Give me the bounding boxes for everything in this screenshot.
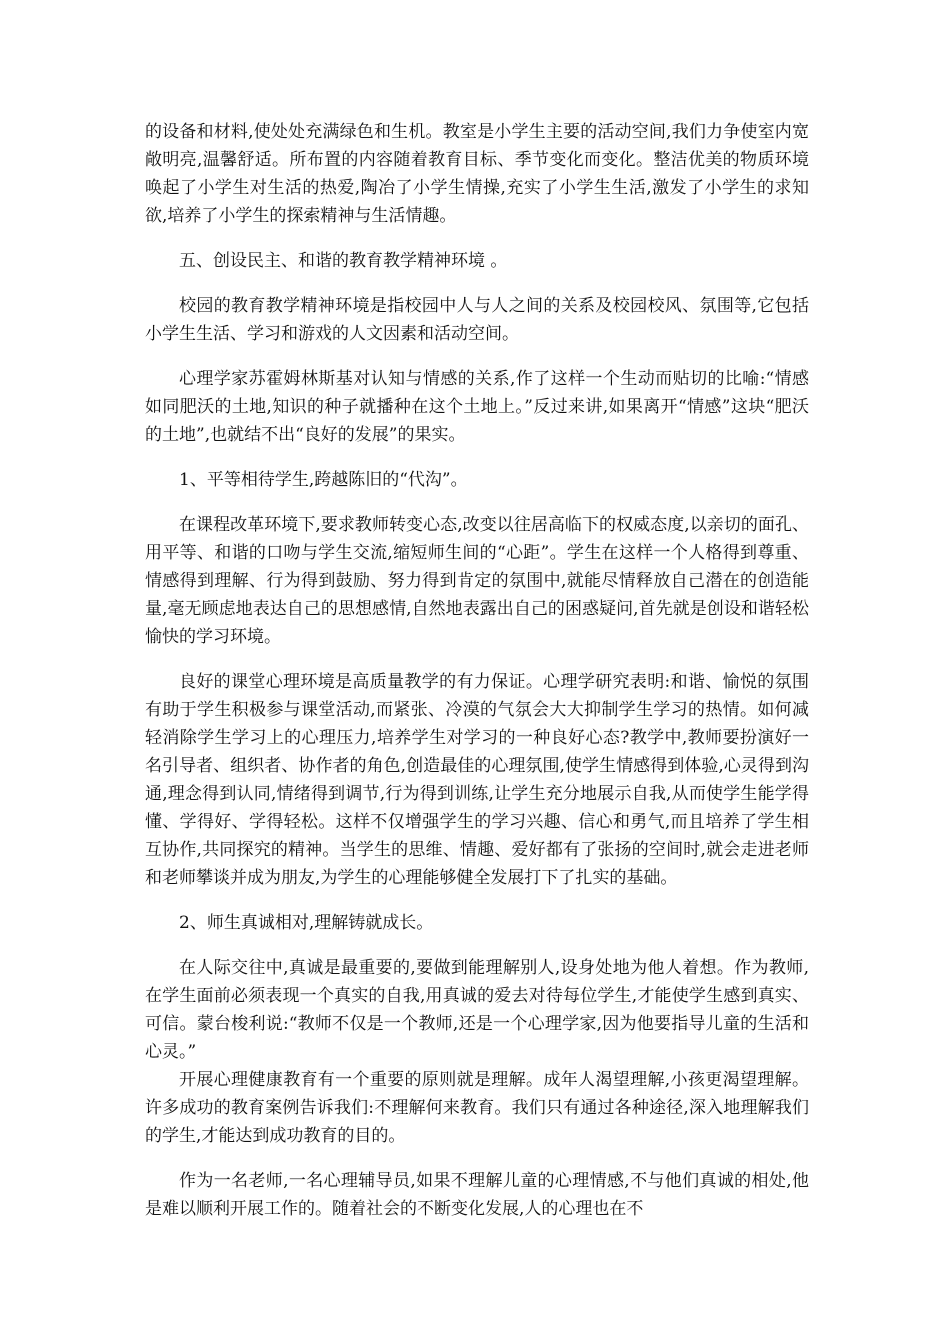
paragraph-continuation: 的设备和材料,使处处充满绿色和生机。教室是小学生主要的活动空间,我们力争使室内宽敞明亮,温馨舒适。所布置的内容随着教育目标、季节变化而变化。整洁优美的物质环境唤起了小学生对生活的热爱,陶冶了小学生情操,充实了小学生生活,激发了小学生的求知欲,培养了小学生的探索精神与生活情趣。: [145, 122, 809, 226]
paragraph-sincerity: 在人际交往中,真诚是最重要的,要做到能理解别人,设身处地为他人着想。作为教师,在学生面前必须表现一个真实的自我,用真诚的爱去对待每位学生,才能使学生感到真实、可信。蒙台梭利说:“教师不仅是一个教师,还是一个心理学家,因为他要指导儿童的生活和心灵。”: [145, 958, 809, 1062]
paragraph-curriculum-reform: 在课程改革环境下,要求教师转变心态,改变以往居高临下的权威态度,以亲切的面孔、用平等、和谐的口吻与学生交流,缩短师生间的“心距”。学生在这样一个人格得到尊重、情感得到理解、行为得到鼓励、努力得到肯定的氛围中,就能尽情释放自己潜在的创造能量,毫无顾虑地表达自己的思想感情,自然地表露出自己的困惑疑问,首先就是创设和谐轻松愉快的学习环境。: [145, 515, 809, 647]
paragraph-teacher-role: 作为一名老师,一名心理辅导员,如果不理解儿童的心理情感,不与他们真诚的相处,他是难以顺利开展工作的。随着社会的不断变化发展,人的心理也在不: [145, 1171, 809, 1219]
paragraph-understanding: 开展心理健康教育有一个重要的原则就是理解。成年人渴望理解,小孩更渴望理解。许多成功的教育案例告诉我们:不理解何来教育。我们只有通过各种途径,深入地理解我们的学生,才能达到成功教育的目的。: [145, 1070, 809, 1146]
subheading-two: 2、师生真诚相对,理解铸就成长。: [179, 913, 434, 933]
paragraph-emotion-metaphor: 心理学家苏霍姆林斯基对认知与情感的关系,作了这样一个生动而贴切的比喻:“情感如同肥沃的土地,知识的种子就播种在这个土地上。”反过来讲,如果离开“情感”这块“肥沃的土地”,也就结不出“良好的发展”的果实。: [145, 369, 809, 445]
document-page: [145, 118, 809, 1240]
section-heading-five: 五、创设民主、和谐的教育教学精神环境 。: [179, 251, 508, 271]
paragraph-spiritual-environment: 校园的教育教学精神环境是指校园中人与人之间的关系及校园校风、氛围等,它包括小学生生活、学习和游戏的人文因素和活动空间。: [145, 296, 809, 344]
subheading-one: 1、平等相待学生,跨越陈旧的“代沟”。: [179, 470, 468, 490]
paragraph-classroom-psychology: 良好的课堂心理环境是高质量教学的有力保证。心理学研究表明:和谐、愉悦的氛围有助于学生积极参与课堂活动,而紧张、冷漠的气氛会大大抑制学生学习的热情。如何减轻消除学生学习上的心理压力,培养学生对学习的一种良好心态?教学中,教师要扮演好一名引导者、组织者、协作者的角色,创造最佳的心理氛围,使学生情感得到体验,心灵得到沟通,理念得到认同,情绪得到调节,行为得到训练,让学生充分地展示自我,从而使学生能学得懂、学得好、学得轻松。这样不仅增强学生的学习兴趣、信心和勇气,而且培养了学生相互协作,共同探究的精神。当学生的思维、情趣、爱好都有了张扬的空间时,就会走进老师和老师攀谈并成为朋友,为学生的心理能够健全发展打下了扎实的基础。: [145, 672, 809, 888]
